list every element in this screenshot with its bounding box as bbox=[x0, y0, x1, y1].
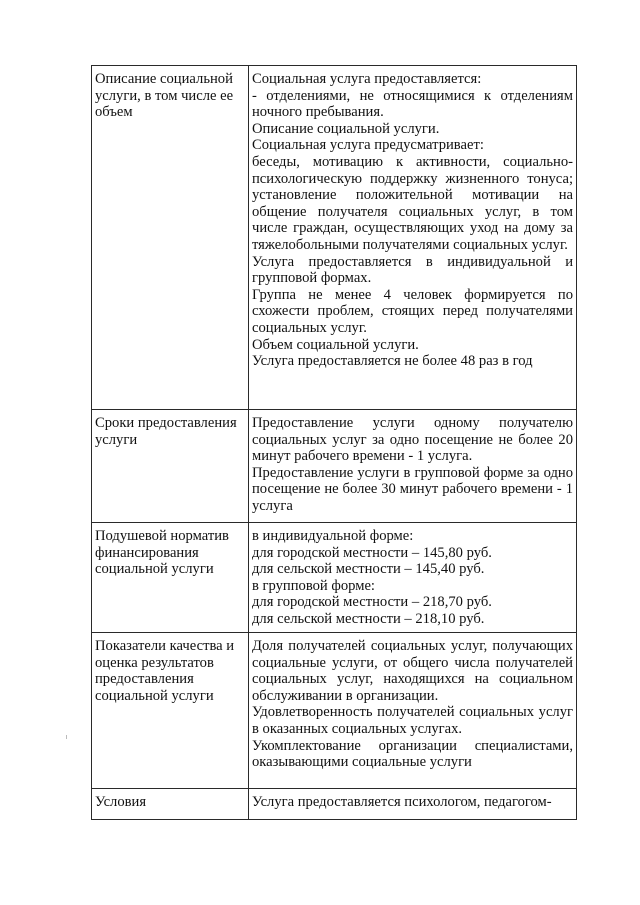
paragraph: Услуга предоставляется не более 48 раз в год bbox=[252, 353, 533, 370]
table-row bbox=[92, 410, 577, 523]
paragraph: Доля получателей социальных услуг, получающих социальные услуги, от общего числа получателей социальных услуг, находящихся на социальном обслуживании в организации. bbox=[252, 638, 573, 704]
table-row bbox=[92, 523, 577, 633]
list-item: для городской местности – 218,70 руб. bbox=[252, 594, 492, 611]
table-row bbox=[92, 789, 577, 820]
paragraph: Предоставление услуги в групповой форме за одно посещение не более 30 минут рабочего времени - 1 услуга bbox=[252, 464, 573, 514]
row-label: Описание социальной услуги, в том числе ее объем bbox=[92, 66, 249, 410]
paragraph: Удовлетворенность получателей социальных услуг в оказанных социальных услугах. bbox=[252, 704, 573, 737]
service-description-table bbox=[91, 65, 577, 820]
row-content bbox=[249, 523, 577, 633]
paragraph: Социальная услуга предусматривает: bbox=[252, 137, 484, 154]
paragraph: Объем социальной услуги. bbox=[252, 336, 419, 353]
list-item: в групповой форме: bbox=[252, 577, 375, 594]
table-row bbox=[92, 633, 577, 789]
row-label: Показатели качества и оценка результатов предоставления социальной услуги bbox=[92, 633, 249, 789]
list-item: в индивидуальной форме: bbox=[252, 528, 414, 544]
row-content bbox=[249, 66, 577, 410]
list-item: для городской местности – 145,80 руб. bbox=[252, 544, 492, 561]
row-label: Условия bbox=[92, 789, 249, 820]
scan-mark bbox=[66, 735, 67, 739]
paragraph: - отделениями, не относящимися к отделениям ночного пребывания. bbox=[252, 87, 573, 121]
row-content bbox=[249, 633, 577, 789]
paragraph: Услуга предоставляется в индивидуальной и групповой формах. bbox=[252, 253, 573, 287]
paragraph: Предоставление услуги одному получателю социальных услуг за одно посещение не более 20 минут рабочего времени - 1 услуга. bbox=[252, 415, 573, 465]
paragraph: Укомплектование организации специалистами, оказывающими социальные услуги bbox=[252, 737, 573, 771]
list-item: для сельской местности – 218,10 руб. bbox=[252, 610, 485, 627]
row-label: Подушевой норматив финансирования социальной услуги bbox=[92, 523, 249, 633]
row-content bbox=[249, 410, 577, 523]
paragraph: Описание социальной услуги. bbox=[252, 120, 440, 137]
paragraph: беседы, мотивацию к активности, социально-психологическую поддержку жизненного тонуса; установление положительной мотивации на общение получателя социальных услуг, в том числе граждан, осуществляющих уход на дому за тяжелобольными получателями социальных услуг. bbox=[252, 153, 573, 253]
table-row bbox=[92, 66, 577, 410]
list-item: для сельской местности – 145,40 руб. bbox=[252, 561, 485, 578]
row-content bbox=[249, 789, 577, 820]
row-label: Сроки предоставления услуги bbox=[92, 410, 249, 523]
paragraph: Группа не менее 4 человек формируется по схожести проблем, стоящих перед получателями социальных услуг. bbox=[252, 286, 573, 336]
paragraph: Услуга предоставляется психологом, педагогом- bbox=[252, 794, 552, 810]
paragraph: Социальная услуга предоставляется: bbox=[252, 71, 482, 87]
